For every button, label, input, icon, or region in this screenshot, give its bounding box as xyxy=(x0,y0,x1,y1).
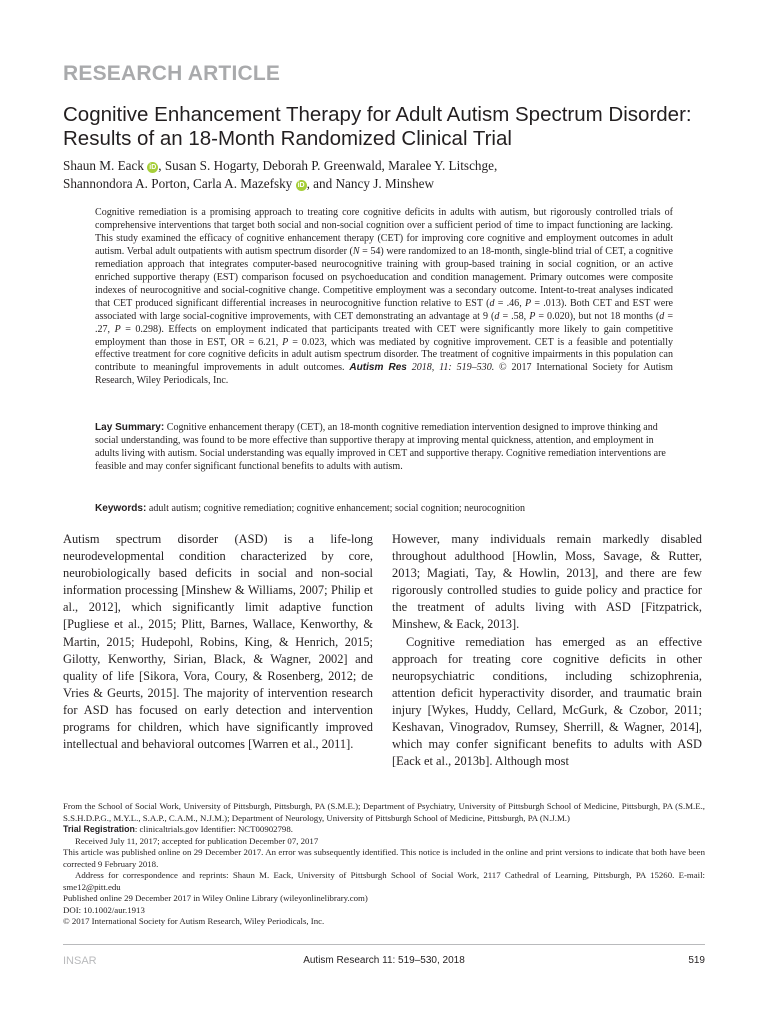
publisher-logo: INSAR xyxy=(63,955,97,967)
abstract: Cognitive remediation is a promising approach to treating core cognitive deficits in adults with autism, but rigorously controlled trials of comprehensive interventions that target both social and non-social cognition over a sufficient period of time to impact functioning are lacking. This study examined the efficacy of cognitive enhancement therapy (CET) for improving core cognitive and employment outcomes in adult autism. Verbal adult outpatients with autism spectrum disorder (N = 54) were randomized to an 18-month, single-blind trial of CET, a cognitive remediation approach that integrates computer-based neurocognitive training with group-based training in social cognition, or an active enriched supportive therapy (EST) comparison focused on psychoeducation and condition management. Primary outcomes were composite indexes of neurocognitive and social-cognitive change. Competitive employment was a secondary outcome. Intent-to-treat analyses indicated that CET produced significant differential increases in neurocognitive function relative to EST (d = .46, P = .013). Both CET and EST were associated with large social-cognitive improvements, with CET demonstrating an advantage at 9 (d = .58, P = 0.020), but not 18 months (d = .27, P = 0.298). Effects on employment indicated that participants treated with CET were significantly more likely to gain competitive employment than those in EST, OR = 6.21, P = 0.023, which was mediated by cognitive improvement. CET is a feasible and potentially effective treatment for core cognitive deficits in adult autism spectrum disorder. The treatment of cognitive impairments in this population can contribute to meaningful improvements in adult outcomes. Autism Res 2018, 11: 519–530. © 2017 International Society for Autism Research, Wiley Periodicals, Inc. xyxy=(95,207,674,387)
page-number: 519 xyxy=(688,955,705,966)
journal-abbrev: Autism Res xyxy=(349,362,407,374)
received-date: Received July 11, 2017; accepted for publication December 07, 2017 xyxy=(75,835,319,846)
journal-info: Autism Research 11: 519–530, 2018 xyxy=(303,955,465,966)
copyright: © 2017 International Society for Autism Research, Wiley Periodicals, Inc. xyxy=(63,916,325,926)
orcid-icon[interactable]: iD xyxy=(297,182,305,189)
trial-registration: Trial Registration: clinicaltrials.gov Identifier: NCT00902798. xyxy=(63,824,293,834)
orcid-icon[interactable]: iD xyxy=(149,164,157,171)
body-paragraph: Autism spectrum disorder (ASD) is a life-long neurodevelopmental condition characterized by core, neurobiologically based deficits in social and non-social information processing [Minshew & Williams, 2007; Philip et al., 2012], which significantly limit adaptive function [Pugliese et al., 2015; Plitt, Barnes, Wallace, Kenworthy, & Martin, 2015; Hudepohl, Robins, King, & Henrich, 2015; Gilotty, Kenworthy, Sirian, Black, & Wagner, 2002] and quality of life [Sikora, Vora, Coury, & Rosenberg, 2012; de Vries & Geurts, 2015]. The majority of intervention research for ASD has focused on early detection and intervention programs for children, which have significantly improved intellectual and behavioral outcomes [Warren et al., 2011]. xyxy=(63,532,373,752)
body-column-right xyxy=(392,531,702,770)
author-name: Shaun M. Eack xyxy=(63,158,144,173)
author-name: Shannondora A. Porton, Carla A. Mazefsky xyxy=(63,176,293,191)
correction-notice: This article was published online on 29 December 2017. An error was subsequently identified. This notice is included in the online and print versions to indicate that both have been corrected 9 February 2018. xyxy=(63,847,705,869)
author-name: , and Nancy J. Minshew xyxy=(306,176,435,191)
lay-summary: Lay Summary: Cognitive enhancement therapy (CET), an 18-month cognitive remediation intervention designed to improve thinking and social understanding, was found to be more effective than supportive therapy at improving mental quickness, attention, and employment in adults living with autism. Social understanding was equally improved in CET and supportive therapy. Cognitive remediation interventions are feasible and may confer significant functional benefits to adults with autism. xyxy=(95,422,666,472)
keywords-label: Keywords: xyxy=(95,503,147,514)
body-column-left xyxy=(63,531,373,753)
footer-divider xyxy=(63,944,705,945)
publication-info: Published online 29 December 2017 in Wiley Online Library (wileyonlinelibrary.com) xyxy=(63,893,368,903)
correspondence-address: Address for correspondence and reprints: Shaun M. Eack, University of Pittsburgh School of Social Work, 2117 Cathedral of Learning, Pittsburgh, PA 15260. E-mail: sme12@pitt.edu xyxy=(63,870,705,892)
affiliations: From the School of Social Work, University of Pittsburgh, Pittsburgh, PA (S.M.E.); Department of Psychiatry, University of Pittsburgh School of Medicine, Pittsburgh, PA (S.M.E., S.S.H.D.P.G., M.Y.L., S.A.P., C.A.M., N.J.M.); Department of Neurology, University of Pittsburgh School of Medicine, Pittsburgh, PA (N.J.M.) xyxy=(63,801,705,823)
body-paragraph: Cognitive remediation has emerged as an effective approach for treating core cognitive deficits in other neuropsychiatric conditions, including schizophrenia, attention deficit hyperactivity disorder, and traumatic brain injury [Wykes, Huddy, Cellard, McGurk, & Czobor, 2011; Keshavan, Vinogradov, Rumsey, Sherrill, & Wagner, 2014], which may confer significant benefits to adults with ASD [Eack et al., 2013b]. Although most xyxy=(392,634,702,769)
lay-summary-label: Lay Summary: xyxy=(95,422,165,433)
body-paragraph: However, many individuals remain markedly disabled throughout adulthood [Howlin, Moss, Savage, & Rutter, 2013; Magiati, Tay, & Howlin, 2013], and there are few rigorously controlled studies to guide policy and practice for the treatment of adults living with ASD [Fitzpatrick, Minshew, & Eack, 2013]. xyxy=(392,532,702,632)
author-list xyxy=(63,157,703,193)
article-title: Cognitive Enhancement Therapy for Adult Autism Spectrum Disorder: Results of an 18-Month Randomized Clinical Trial xyxy=(63,103,692,150)
footnotes xyxy=(63,801,705,928)
author-name: , Susan S. Hogarty, Deborah P. Greenwald, Maralee Y. Litschge, xyxy=(158,158,498,173)
keywords: Keywords: adult autism; cognitive remediation; cognitive enhancement; social cognition; neurocognition xyxy=(95,503,525,514)
doi: DOI: 10.1002/aur.1913 xyxy=(63,904,145,915)
section-label: RESEARCH ARTICLE xyxy=(63,62,281,85)
